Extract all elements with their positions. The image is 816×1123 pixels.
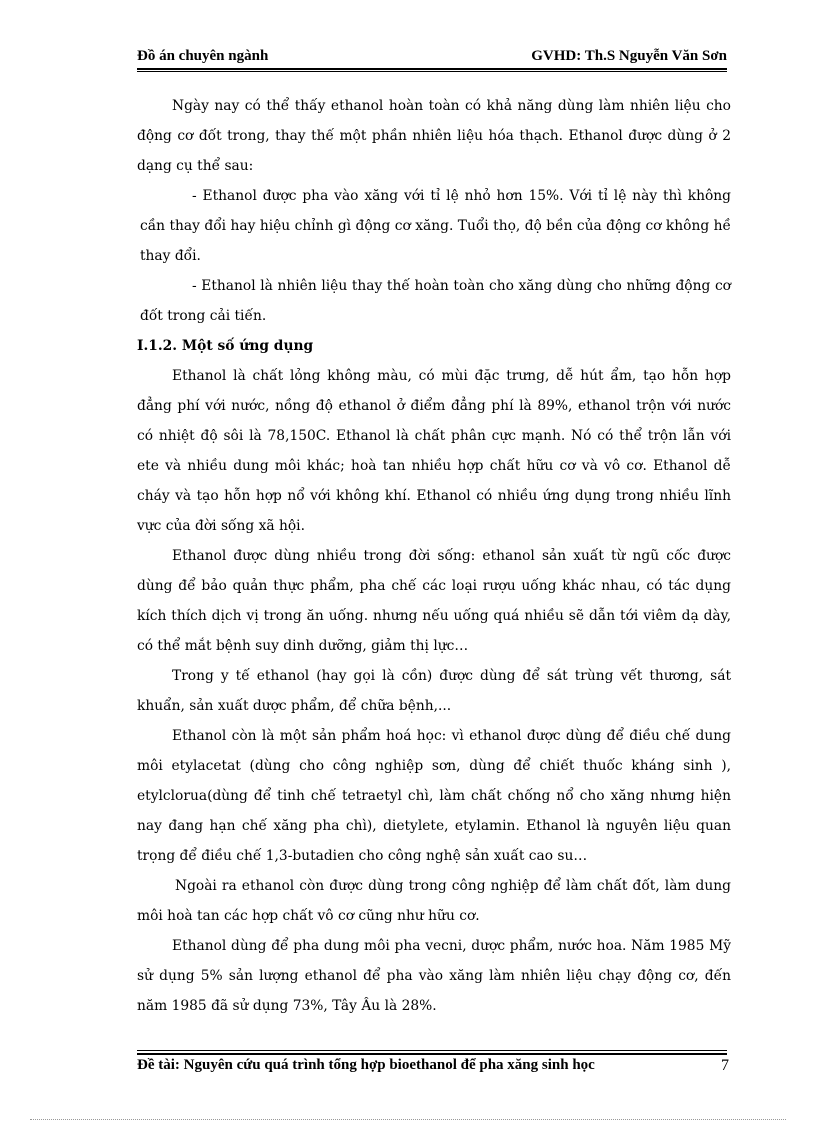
section-heading: I.1.2. Một số ứng dụng	[137, 338, 314, 354]
document-body	[137, 91, 731, 1021]
paragraph-medical: Trong y tế ethanol (hay gọi là cồn) được dùng để sát trùng vết thương, sát khuẩn, sản xuất dược phẩm, để chữa bệnh,...	[137, 668, 731, 714]
paragraph-daily-life: Ethanol được dùng nhiều trong đời sống: ethanol sản xuất từ ngũ cốc được dùng để bảo quản thực phẩm, pha chế các loại rượu uống khác nhau, có tác dụng kích thích dịch vị trong ăn uống. nhưng nếu uống quá nhiều sẽ dẫn tới viêm dạ dày, có thể mắt bệnh suy dinh dưỡng, giảm thị lực…	[137, 548, 731, 654]
page-header	[137, 48, 727, 66]
page-footer	[137, 1057, 731, 1077]
header-rule-thin	[137, 71, 727, 72]
list-item-replacement: - Ethanol là nhiên liệu thay thế hoàn toàn cho xăng dùng cho những động cơ đốt trong cải tiến.	[140, 278, 731, 324]
footer-rule-thin	[137, 1050, 727, 1051]
paragraph-properties: Ethanol là chất lỏng không màu, có mùi đặc trưng, dễ hút ẩm, tạo hỗn hợp đẳng phí với nước, nồng độ ethanol ở điểm đẳng phí là 89%, ethanol trộn với nước có nhiệt độ sôi là 78,150C. Ethanol là chất phân cực mạnh. Nó có thể trộn lẫn với ete và nhiều dung môi khác; hoà tan nhiều hợp chất hữu cơ và vô cơ. Ethanol dễ cháy và tạo hỗn hợp nổ với không khí. Ethanol có nhiều ứng dụng trong nhiều lĩnh vực của đời sống xã hội.	[137, 368, 731, 534]
page-boundary	[30, 1119, 786, 1120]
header-course-title: Đồ án chuyên ngành	[137, 48, 269, 64]
header-supervisor: GVHD: Th.S Nguyễn Văn Sơn	[531, 48, 727, 64]
footer-topic: Đề tài: Nguyên cứu quá trình tổng hợp bioethanol để pha xăng sinh học	[137, 1057, 595, 1073]
paragraph-industry: Ngoài ra ethanol còn được dùng trong công nghiệp để làm chất đốt, làm dung môi hoà tan các hợp chất vô cơ cũng như hữu cơ.	[137, 878, 731, 924]
list-item-blend: - Ethanol được pha vào xăng với tỉ lệ nhỏ hơn 15%. Với tỉ lệ này thì không cần thay đổi hay hiệu chỉnh gì động cơ xăng. Tuổi thọ, độ bền của động cơ không hề thay đổi.	[140, 188, 731, 264]
footer-rule	[137, 1053, 727, 1055]
paragraph-intro: Ngày nay có thể thấy ethanol hoàn toàn có khả năng dùng làm nhiên liệu cho động cơ đốt trong, thay thế một phần nhiên liệu hóa thạch. Ethanol được dùng ở 2 dạng cụ thể sau:	[137, 98, 731, 174]
paragraph-fuel-usage: Ethanol dùng để pha dung môi pha vecni, dược phẩm, nước hoa. Năm 1985 Mỹ sử dụng 5% sản lượng ethanol để pha vào xăng làm nhiên liệu chạy động cơ, đến năm 1985 đã sử dụng 73%, Tây Âu là 28%.	[137, 938, 731, 1014]
header-rule	[137, 68, 727, 70]
paragraph-chemical: Ethanol còn là một sản phẩm hoá học: vì ethanol được dùng để điều chế dung môi etylacetat (dùng cho công nghiệp sơn, dùng để chiết thuốc kháng sinh ), etylclorua(dùng để tinh chế tetraetyl chì, làm chất chống nổ cho xăng nhưng hiện nay đang hạn chế xăng pha chì), dietylete, etylamin. Ethanol là nguyên liệu quan trọng để điều chế 1,3-butadien cho công nghệ sản xuất cao su…	[137, 728, 731, 864]
page-number: 7	[721, 1057, 729, 1074]
